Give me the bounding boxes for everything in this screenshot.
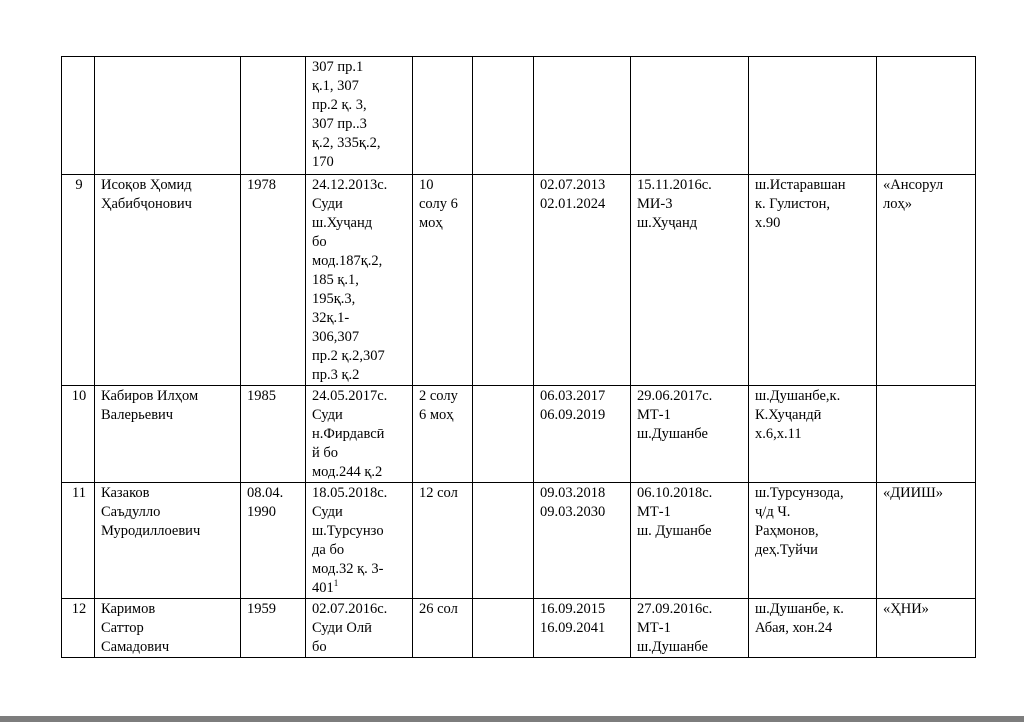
cell-line: ш.Турсунзо <box>312 523 384 539</box>
cell-line: 27.09.2016с. <box>637 601 713 617</box>
cell-line: 1985 <box>247 388 276 404</box>
facility-transfer-cell <box>631 57 749 175</box>
cell-text: 12 <box>71 601 87 617</box>
cell-line: 02.07.2013 <box>540 177 606 193</box>
cell-line: моҳ <box>419 215 443 231</box>
cell-line: Кабиров Илҳом <box>101 388 199 404</box>
organization-cell <box>877 175 976 386</box>
cell-line: 307 пр.1 <box>312 59 364 75</box>
cell-line: мод.32 қ. 3- <box>312 561 384 577</box>
sentence-term-cell <box>413 57 473 175</box>
birth-year-cell <box>241 57 306 175</box>
cell-line: 06.10.2018с. <box>637 485 713 501</box>
cell-line: 1959 <box>247 601 276 617</box>
table-row <box>62 386 976 483</box>
cell-line: 401 <box>312 580 334 596</box>
address-cell <box>749 175 877 386</box>
cell-line: Абая, хон.24 <box>755 620 833 636</box>
cell-text: 9 <box>75 177 83 193</box>
term-dates-cell <box>534 175 631 386</box>
cell-line: 10 <box>419 177 434 193</box>
cell-line: МИ-3 <box>637 196 673 212</box>
empty-cell <box>473 599 534 658</box>
organization-cell <box>877 57 976 175</box>
cell-line: Суди <box>312 407 343 423</box>
organization-cell <box>877 483 976 599</box>
cell-line: Самадович <box>101 639 170 655</box>
sentence-term-cell <box>413 483 473 599</box>
cell-line: да бо <box>312 542 345 558</box>
address-cell <box>749 483 877 599</box>
term-dates-cell <box>534 386 631 483</box>
cell-line: деҳ.Туйчи <box>755 542 818 558</box>
term-dates-cell <box>534 57 631 175</box>
birth-year-cell <box>241 599 306 658</box>
full-name-cell <box>95 599 241 658</box>
row-number-cell <box>62 57 95 175</box>
cell-line: Казаков <box>101 485 150 501</box>
table-row <box>62 175 976 386</box>
court-verdict-cell <box>306 483 413 599</box>
birth-year-cell <box>241 386 306 483</box>
facility-transfer-cell <box>631 599 749 658</box>
cell-line: Исоқов Ҳомид <box>101 177 192 193</box>
cell-line: ш.Турсунзода, <box>755 485 844 501</box>
court-verdict-cell <box>306 57 413 175</box>
cell-line: 02.01.2024 <box>540 196 606 212</box>
cell-line: Раҳмонов, <box>755 523 819 539</box>
cell-line: Суди <box>312 504 343 520</box>
cell-line: 09.03.2030 <box>540 504 606 520</box>
court-verdict-cell <box>306 386 413 483</box>
court-verdict-cell <box>306 175 413 386</box>
cell-line: ш.Душанбе,к. <box>755 388 841 404</box>
cell-line: 307 пр..3 <box>312 116 367 132</box>
article-superscript: 1 <box>333 578 339 589</box>
court-verdict-cell <box>306 599 413 658</box>
cell-line: Ҳабибҷонович <box>101 196 192 212</box>
prisoner-register-table <box>61 56 976 658</box>
cell-line: ш.Истаравшан <box>755 177 846 193</box>
cell-line: мод.244 қ.2 <box>312 464 383 480</box>
cell-line: 26 сол <box>419 601 458 617</box>
cell-line: лоҳ» <box>883 196 912 212</box>
cell-line: ш.Хуҷанд <box>637 215 698 231</box>
cell-line: 170 <box>312 154 334 170</box>
table-row <box>62 599 976 658</box>
cell-line: 306,307 <box>312 329 360 345</box>
cell-line: 16.09.2041 <box>540 620 606 636</box>
cell-line: 08.04. <box>247 485 284 501</box>
empty-cell <box>473 175 534 386</box>
table-row <box>62 483 976 599</box>
cell-line: ш. Душанбе <box>637 523 712 539</box>
cell-line: 185 қ.1, <box>312 272 359 288</box>
cell-line: пр.2 қ. 3, <box>312 97 367 113</box>
cell-line: Муродиллоевич <box>101 523 201 539</box>
row-number-cell <box>62 175 95 386</box>
cell-line: 12 сол <box>419 485 458 501</box>
full-name-cell <box>95 175 241 386</box>
sentence-term-cell <box>413 599 473 658</box>
sentence-term-cell <box>413 175 473 386</box>
cell-line: МТ-1 <box>637 407 671 423</box>
cell-line: мод.187қ.2, <box>312 253 383 269</box>
full-name-cell <box>95 386 241 483</box>
cell-line: х.6,х.11 <box>755 426 802 442</box>
cell-line: Валерьевич <box>101 407 174 423</box>
cell-line: 195қ.3, <box>312 291 356 307</box>
cell-line: 24.12.2013с. <box>312 177 388 193</box>
cell-line: н.Фирдавсӣ <box>312 426 385 442</box>
cell-line: Саъдулло <box>101 504 161 520</box>
cell-line: 29.06.2017с. <box>637 388 713 404</box>
term-dates-cell <box>534 483 631 599</box>
cell-line: К.Хуҷандӣ <box>755 407 822 423</box>
cell-line: 1990 <box>247 504 276 520</box>
cell-line: қ.2, 335қ.2, <box>312 135 381 151</box>
cell-line: ш.Душанбе <box>637 426 708 442</box>
cell-line: қ.1, 307 <box>312 78 359 94</box>
row-number-cell <box>62 386 95 483</box>
table-row <box>62 57 976 175</box>
cell-line: МТ-1 <box>637 620 671 636</box>
address-cell <box>749 599 877 658</box>
cell-line: 32қ.1- <box>312 310 350 326</box>
cell-line: пр.2 қ.2,307 <box>312 348 385 364</box>
cell-line: х.90 <box>755 215 781 231</box>
facility-transfer-cell <box>631 483 749 599</box>
row-number-cell <box>62 483 95 599</box>
cell-line: 02.07.2016с. <box>312 601 388 617</box>
cell-line: бо <box>312 639 327 655</box>
empty-cell <box>473 483 534 599</box>
organization-cell <box>877 599 976 658</box>
cell-line: бо <box>312 234 327 250</box>
term-dates-cell <box>534 599 631 658</box>
cell-line: й бо <box>312 445 339 461</box>
cell-line: 1978 <box>247 177 276 193</box>
cell-line: 18.05.2018с. <box>312 485 388 501</box>
address-cell <box>749 386 877 483</box>
organization-cell <box>877 386 976 483</box>
full-name-cell <box>95 57 241 175</box>
birth-year-cell <box>241 483 306 599</box>
cell-line: 15.11.2016с. <box>637 177 712 193</box>
cell-line: МТ-1 <box>637 504 671 520</box>
cell-text: 11 <box>72 485 86 501</box>
sentence-term-cell <box>413 386 473 483</box>
cell-line: 6 моҳ <box>419 407 454 423</box>
facility-transfer-cell <box>631 175 749 386</box>
address-cell <box>749 57 877 175</box>
row-number-cell <box>62 599 95 658</box>
cell-line: Каримов <box>101 601 156 617</box>
cell-line: Суди <box>312 196 343 212</box>
birth-year-cell <box>241 175 306 386</box>
cell-line: ҷ/д Ч. <box>755 504 791 520</box>
cell-line: солу 6 <box>419 196 458 212</box>
cell-text: 10 <box>71 388 87 404</box>
full-name-cell <box>95 483 241 599</box>
cell-line: ш.Душанбе <box>637 639 708 655</box>
empty-cell <box>473 57 534 175</box>
cell-line: к. Гулистон, <box>755 196 830 212</box>
cell-line: «ДИИШ» <box>883 485 943 501</box>
cell-line: 16.09.2015 <box>540 601 606 617</box>
empty-cell <box>473 386 534 483</box>
cell-line: «Ансорул <box>883 177 944 193</box>
cell-line: ш.Душанбе, к. <box>755 601 844 617</box>
page-bottom-rule <box>0 716 1024 722</box>
cell-line: ш.Хуҷанд <box>312 215 373 231</box>
cell-line: 2 солу <box>419 388 458 404</box>
cell-line: пр.3 қ.2 <box>312 367 360 383</box>
cell-line: Саттор <box>101 620 144 636</box>
cell-line: 24.05.2017с. <box>312 388 388 404</box>
cell-line: 06.09.2019 <box>540 407 606 423</box>
cell-line: Суди Олӣ <box>312 620 372 636</box>
cell-line: «ҲНИ» <box>883 601 929 617</box>
facility-transfer-cell <box>631 386 749 483</box>
cell-line: 06.03.2017 <box>540 388 606 404</box>
cell-line: 09.03.2018 <box>540 485 606 501</box>
